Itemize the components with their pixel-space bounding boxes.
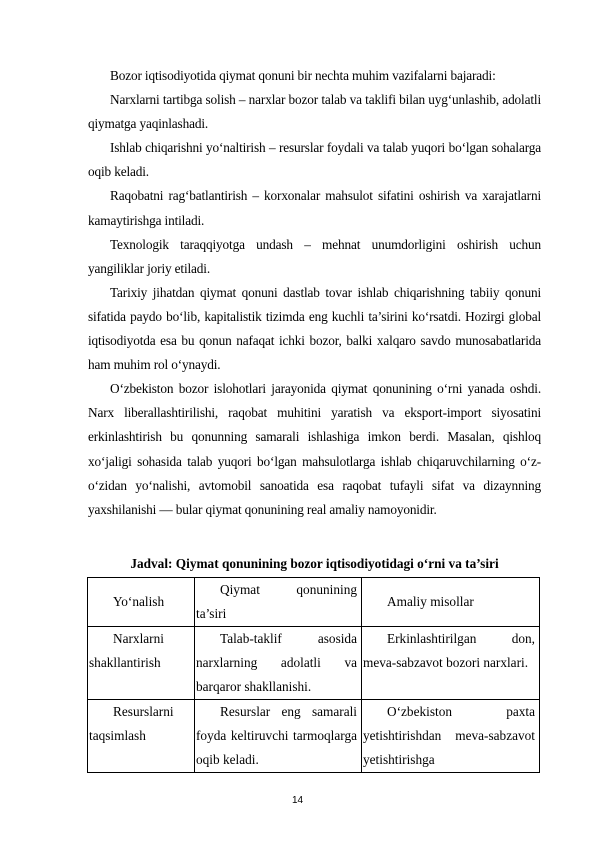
paragraph-intro: Bozor iqtisodiyotida qiymat qonuni bir nechta muhim vazifalarni bajaradi: [110,68,496,83]
table-row [88,627,540,700]
header-cell: Qiymat qonunining ta’siri [195,578,362,627]
table-row [88,700,540,773]
page-number: 14 [291,795,304,806]
table-cell: Talab-taklif asosida narxlarning adolatli va barqaror shakllanishi. [195,627,362,700]
table-cell: Narxlarni shakllantirish [88,627,195,700]
table-header-row [88,578,540,627]
table-cell: Erkinlashtirilgan don, meva-sabzavot bozori narxlari. [362,627,540,700]
table-cell: Resurslar eng samarali foyda keltiruvchi tarmoqlarga oqib keladi. [195,700,362,773]
paragraph-technology: Texnologik taraqqiyotga undash – mehnat unumdorligini oshirish uchun yangiliklar joriy etiladi. [88,236,541,276]
table-caption: Jadval: Qiymat qonunining bozor iqtisodiyotidagi o‘rni va ta’siri [130,556,499,571]
table-cell: Resurslarni taqsimlash [88,700,195,773]
paragraph-price-regulation: Narxlarni tartibga solish – narxlar bozor talab va taklifi bilan uyg‘unlashib, adolatli qiymatga yaqinlashadi. [88,92,541,132]
paragraph-competition: Raqobatni rag‘batlantirish – korxonalar mahsulot sifatini oshirish va xarajatlarni kamaytirishga intiladi. [88,188,541,228]
paragraph-history: Tarixiy jihatdan qiymat qonuni dastlab tovar ishlab chiqarishning tabiiy qonuni sifatida paydo bo‘lib, kapitalistik tizimda eng kuchli ta’sirini ko‘rsatdi. Hozirgi global iqtisodiyotda esa bu qonun nafaqat ichki bozor, balki xalqaro savdo munosabatlarida ham muhim rol o‘ynaydi. [88,284,541,373]
data-table [87,577,540,773]
paragraph-production-direction: Ishlab chiqarishni yo‘naltirish – resurslar foydali va talab yuqori bo‘lgan sohalarga oqib keladi. [88,140,541,180]
header-cell: Yo‘nalish [88,578,195,627]
table-cell: O‘zbekiston paxta yetishtirishdan meva-sabzavot yetishtirishga [362,700,540,773]
header-cell: Amaliy misollar [362,578,540,627]
paragraph-uzbekistan: O‘zbekiston bozor islohotlari jarayonida qiymat qonunining o‘rni yanada oshdi. Narx liberallashtirilishi, raqobat muhitini yaratish va eksport-import siyosatini erkinlashtirish bu qonunning samarali ishlashiga imkon berdi. Masalan, qishloq xo‘jaligi sohasida talab yuqori bo‘lgan mahsulotlarga ishlab chiqaruvchilarning o‘z-o‘zidan yo‘nalishi, avtomobil sanoatida esa raqobat tufayli sifat va dizaynning yaxshilanishi — bular qiymat qonunining real amaliy namoyonidir. [88,381,541,517]
body-text [88,64,541,522]
